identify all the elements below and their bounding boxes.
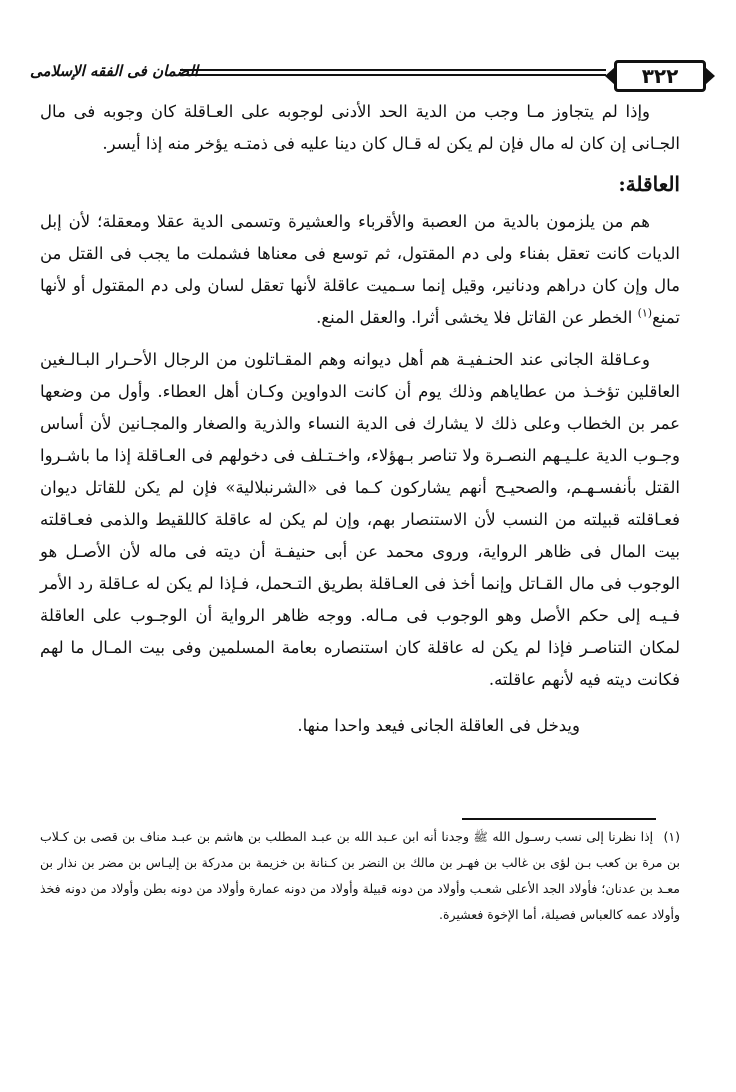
footnote-text-rest: وجدنا أنه ابن عـبد الله بن عبـد المطلب بن هاشم بن عبـد مناف بن قصى بن كـلاب بن مرة بن كعب بـن لؤى بن غالب بن فهـر بن مالك بن النضر بن كـنانة بن خزيمة بن مدركة بن إليـاس بن مضر بن نذار بن معـد بن عدنان؛ فأولاد الجد الأعلى شعـب وأولاد من دونه قبيلة وأولاد من دونه عمارة وأولاد من دونه بطن وأولاد من دونه فخذ وأولاد عمه كالعباس فصيلة، أما الإخوة فعشيرة. (40, 829, 680, 922)
page-number: ٣٢٢ (614, 60, 706, 92)
definition-text-end: الخطر عن القاتل فلا يخشى أثرا. والعقل المنع. (316, 308, 638, 327)
header-rule (180, 69, 606, 76)
paragraph-closing: ويدخل فى العاقلة الجانى فيعد واحدا منها. (297, 716, 580, 735)
main-text (40, 96, 680, 742)
paragraph-definition (40, 206, 680, 334)
running-title: الضمان فى الفقه الإسلامى (30, 62, 199, 80)
footnote-marker: (١) (663, 829, 680, 844)
page-header (30, 56, 706, 92)
definition-text: هم من يلزمون بالدية من العصبة والأقرباء والعشيرة وتسمى الدية عقلا ومعقلة؛ لأن إبل الديات كانت تعقل بفناء ولى دم المقتول، ثم توسع فى معناها فشملت ما يجب فى القتل من مال وإن كان دراهم ودنانير، وقيل إنما سـميت عاقلة لأنها تعقل لسان ولى دم المقتول أو لأنها تمنع (40, 212, 680, 327)
paragraph-intro: وإذا لم يتجاوز مـا وجب من الدية الحد الأدنى لوجوبه على العـاقلة كان وجوبه فى مال الجـانى إن كان له مال فإن لم يكن له قـال كان دينا عليه فى ذمتـه يؤخر منه إذا أيسر. (40, 102, 680, 153)
footnote (40, 824, 680, 928)
paragraph-hanafi: وعـاقلة الجانى عند الحنـفيـة هم أهل ديوانه وهم المقـاتلون من الرجال الأحـرار البـالـغين العاقلين تؤخـذ من عطاياهم وذلك يوم أن كانت الدواوين وكـان أهل العطاء. وأول من وضعها عمر بن الخطاب وعلى ذلك لا يشارك فى الدية النساء والذرية والصغار والمجـانين لأن أساس وجـوب الدية علـيـهم النصـرة ولا تناصر بـهؤلاء، واخـتـلف فى دخولهم فى العـاقلة إذا ما باشـروا القتل بأنفسـهـم، والصحيـح أنهم يشاركون كـما فى «الشرنبلالية» فإن لم يكن للقاتل ديوان فعـاقلته قبيلته من النسب لأن الاستنصار بهم، وإن لم يكن له عاقلة كاللقيط والذمى فعـاقلته بيت المال فى ظاهر الرواية، وروى محمد عن أبى حنيفـة أن ديته فى ماله لأن الأصـل هو الوجوب فى مال القـاتل وإنما أخذ فى العـاقلة بطريق التـحمل، فـإذا لم يكن له عـاقلة رد الأمر فـيـه إلى حكم الأصل وهو الوجوب فى مـاله. ووجه ظاهر الرواية أن الوجـوب على العاقلة لمكان التناصـر فإذا لم يكن له عاقلة كان استنصاره بعامة المسلمين وفى بيت المـال ما لهم فكانت ديته فيه لأنهم عاقلته. (40, 350, 680, 689)
footnote-text-start: إذا نظرنا إلى نسب رسـول الله (492, 829, 654, 844)
honorific-symbol: ﷺ (473, 830, 488, 844)
section-heading: العاقلة: (618, 172, 680, 196)
footnote-separator (462, 818, 656, 820)
footnote-reference: (١) (637, 306, 653, 320)
